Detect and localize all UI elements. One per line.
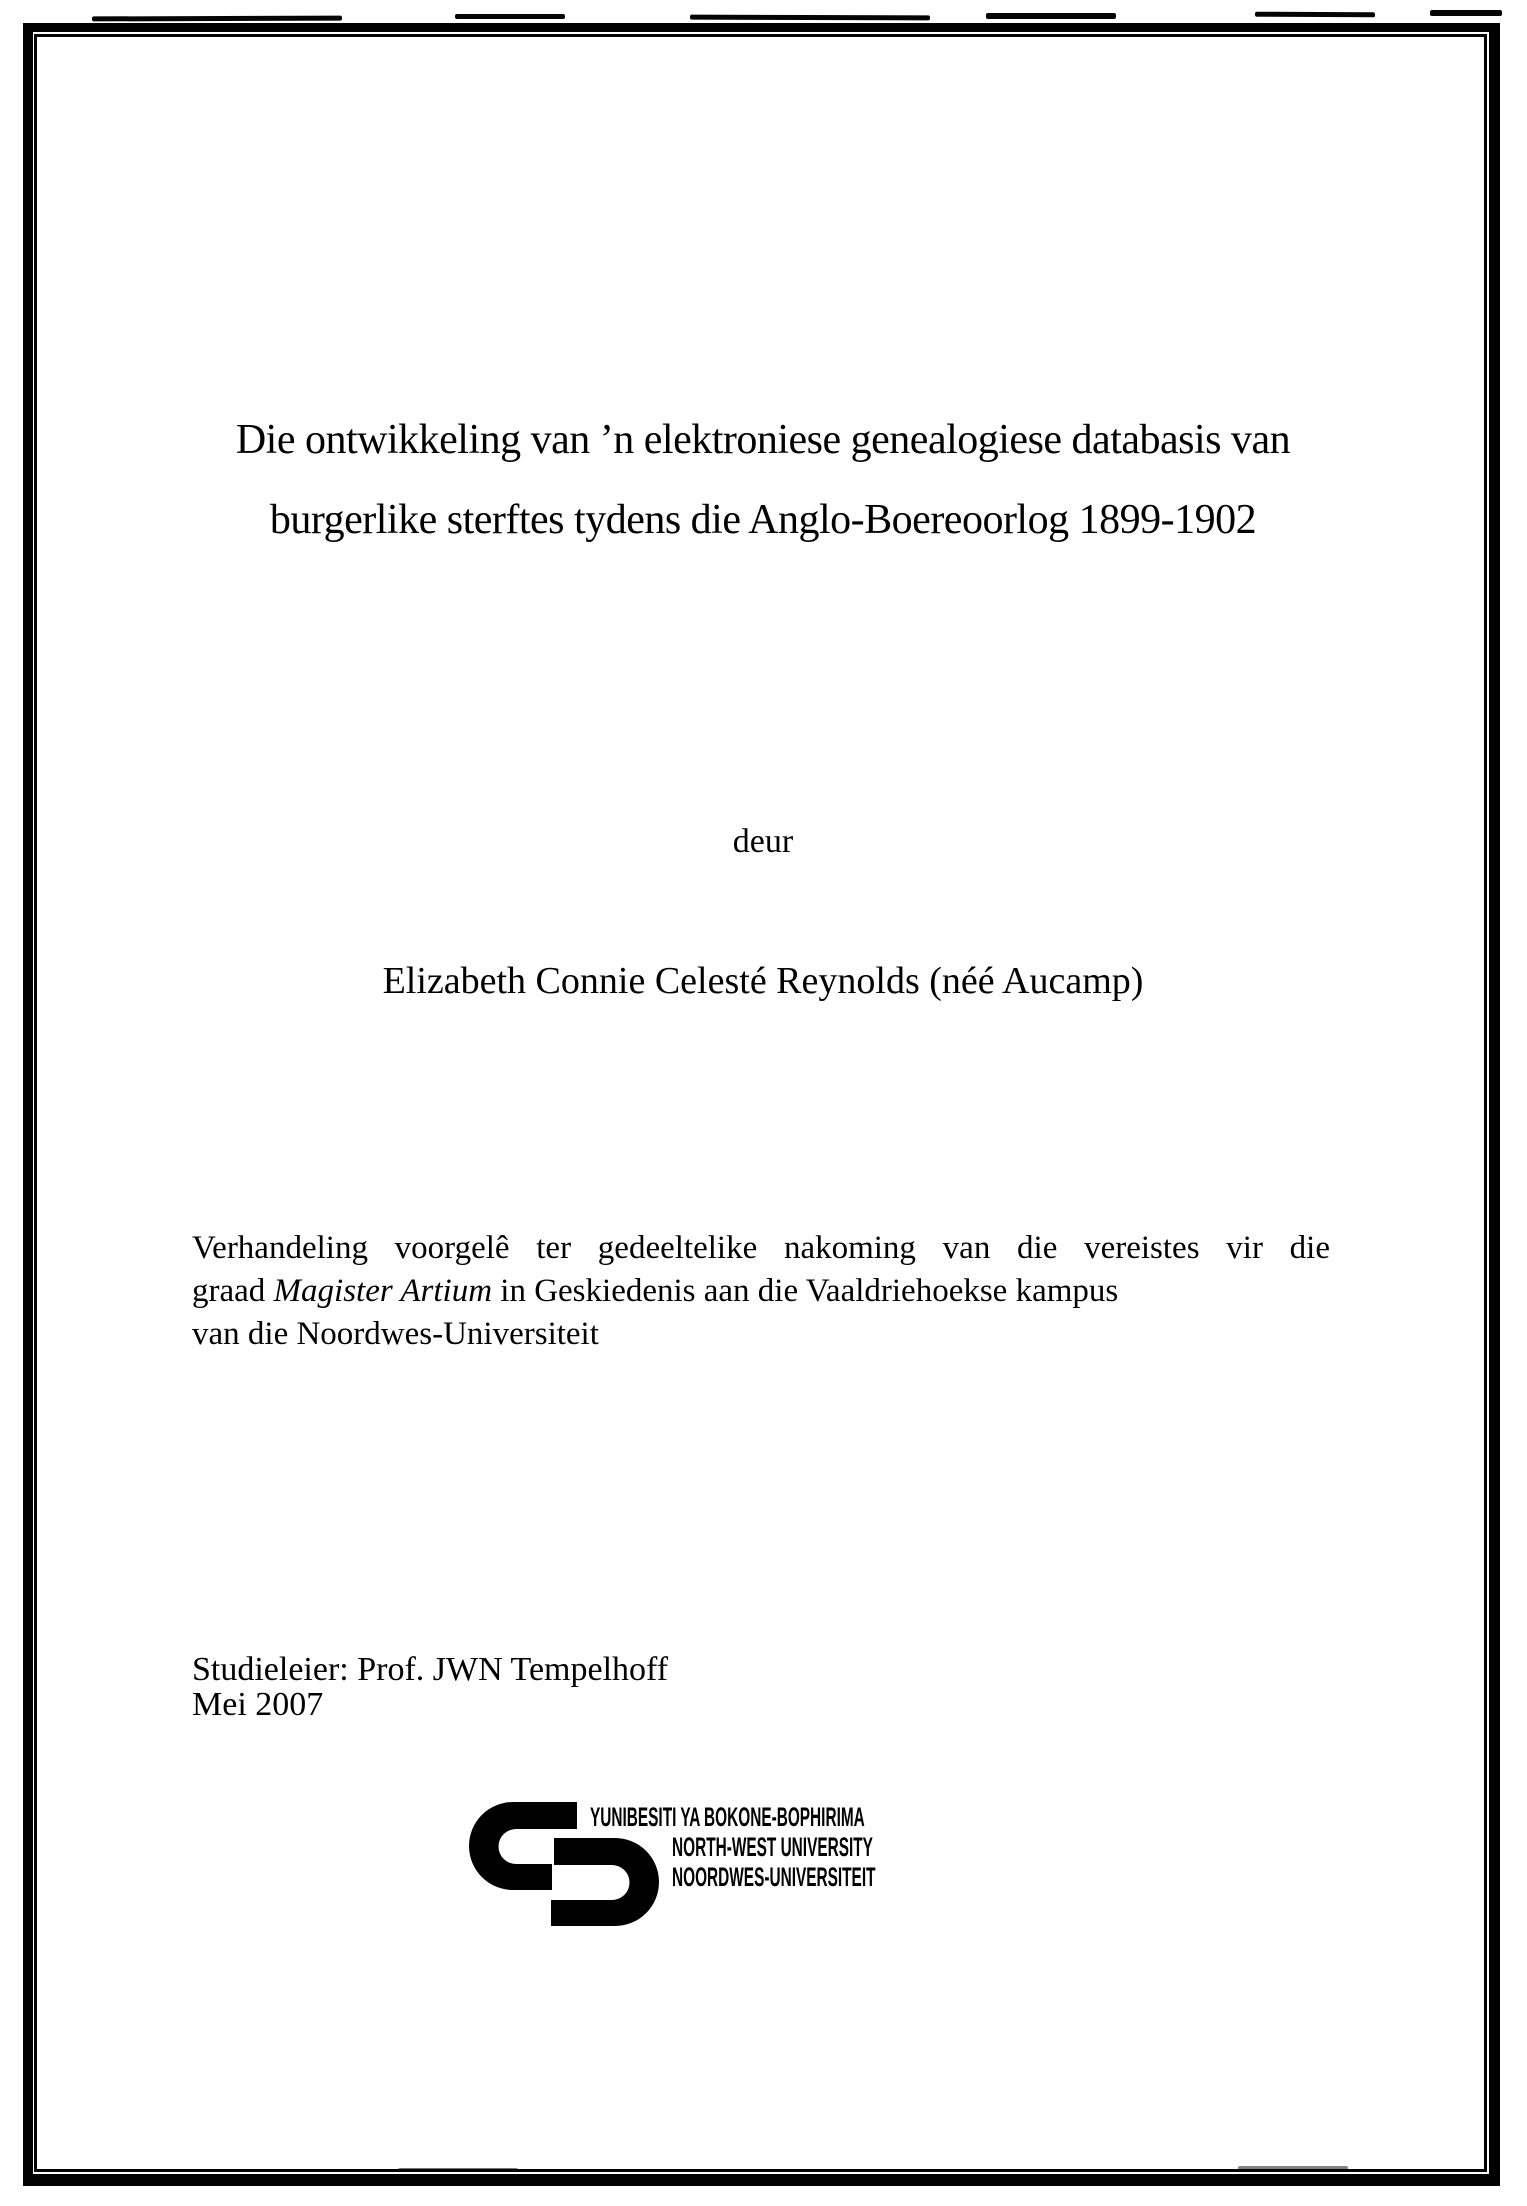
submission-line-2-prefix: graad xyxy=(192,1273,274,1309)
scan-artifact xyxy=(690,15,930,21)
submission-statement xyxy=(192,1227,1330,1356)
scan-artifact xyxy=(1430,10,1502,16)
submission-line-1: Verhandeling voorgelê ter gedeeltelike nakoming van die vereistes vir die xyxy=(192,1230,1330,1266)
degree-name: Magister Artium xyxy=(273,1273,493,1309)
thesis-title-line-1: Die ontwikkeling van ’n elektroniese genealogiese databasis van xyxy=(235,417,1291,463)
supervisor-line: Studieleier: Prof. JWN Tempelhoff xyxy=(192,1651,669,1688)
scan-artifact xyxy=(92,16,342,22)
date-line: Mei 2007 xyxy=(192,1686,324,1723)
submission-line-3: van die Noordwes-Universiteit xyxy=(192,1316,599,1352)
byline-label: deur xyxy=(732,823,794,860)
university-logo-block xyxy=(468,1802,988,1937)
university-name-afrikaans: NOORDWES-UNIVERSITEIT xyxy=(672,1862,876,1892)
university-names xyxy=(590,1802,1072,1892)
thesis-title xyxy=(163,400,1363,560)
submission-line-2-suffix: in Geskiedenis aan die Vaaldriehoekse kampus xyxy=(492,1273,1119,1309)
submission-line-2 xyxy=(192,1270,1330,1313)
university-name-setswana: YUNIBESITI YA BOKONE-BOPHIRIMA xyxy=(590,1802,865,1832)
scan-artifact xyxy=(455,14,565,19)
author-name: Elizabeth Connie Celesté Reynolds (néé Aucamp) xyxy=(382,960,1144,1002)
scan-artifact xyxy=(1255,12,1375,18)
supervisor-block xyxy=(192,1652,1092,1722)
university-name-english: NORTH-WEST UNIVERSITY xyxy=(672,1832,873,1862)
scan-artifact xyxy=(986,13,1116,19)
thesis-title-line-2: burgerlike sterftes tydens die Anglo-Boereoorlog 1899-1902 xyxy=(269,497,1257,543)
